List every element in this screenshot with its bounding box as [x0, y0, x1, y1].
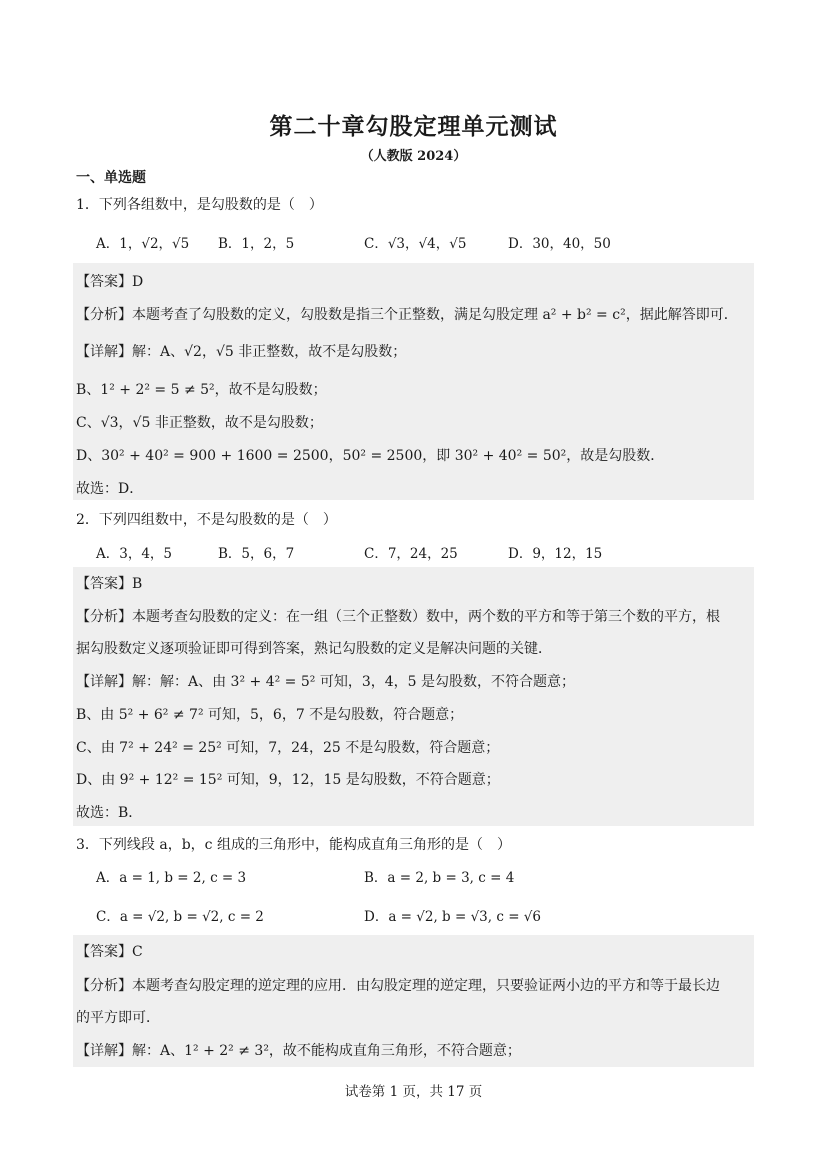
q3-option-b: B．a = 2, b = 3, c = 4	[364, 870, 515, 886]
q3-option-d: D．a = √2, b = √3, c = √6	[364, 909, 541, 925]
q2-analysis-line-1: 【分析】本题考查勾股数的定义：在一组（三个正整数）数中，两个数的平方和等于第三个数的平方，根	[76, 609, 720, 625]
question-2-stem: 2．下列四组数中，不是勾股数的是（ ）	[76, 512, 337, 528]
page-footer: 试卷第 1 页，共 17 页	[344, 1084, 483, 1100]
q1-detail-2: B、1² + 2² = 5 ≠ 5²，故不是勾股数；	[76, 382, 327, 398]
q1-option-c: C．√3，√4，√5	[364, 236, 467, 252]
q1-answer: 【答案】D	[76, 274, 144, 290]
q2-option-c: C．7，24，25	[364, 546, 458, 562]
q2-option-a: A．3，4，5	[96, 546, 173, 562]
q3-analysis-line-1: 【分析】本题考查勾股定理的逆定理的应用．由勾股定理的逆定理，只要验证两小边的平方和等于最长边	[76, 978, 720, 994]
page-subtitle: （人教版 2024）	[360, 149, 467, 164]
question-1-stem: 1．下列各组数中，是勾股数的是（ ）	[76, 197, 323, 213]
q1-detail-5: 故选：D．	[76, 481, 144, 497]
q1-analysis: 【分析】本题考查了勾股数的定义，勾股数是指三个正整数，满足勾股定理 a² + b² = c²，据此解答即可．	[76, 307, 738, 323]
q1-detail-4: D、30² + 40² = 900 + 1600 = 2500，50² = 2500，即 30² + 40² = 50²，故是勾股数．	[76, 448, 665, 464]
q2-option-d: D．9，12，15	[508, 546, 603, 562]
q2-analysis-line-2: 据勾股数定义逐项验证即可得到答案，熟记勾股数的定义是解决问题的关键．	[76, 641, 552, 657]
q1-detail-3: C、√3，√5 非正整数，故不是勾股数；	[76, 415, 323, 431]
q2-detail-5: 故选：B．	[76, 805, 143, 821]
q3-analysis-line-2: 的平方即可．	[76, 1010, 160, 1026]
q1-option-b: B．1，2，5	[218, 236, 295, 252]
question-3-stem: 3．下列线段 a，b，c 组成的三角形中，能构成直角三角形的是（ ）	[76, 837, 511, 853]
section-heading: 一、单选题	[76, 170, 146, 186]
q2-answer: 【答案】B	[76, 576, 143, 592]
q2-detail-4: D、由 9² + 12² = 15² 可知，9，12，15 是勾股数，不符合题意；	[76, 772, 500, 788]
q3-answer: 【答案】C	[76, 944, 143, 960]
q2-option-b: B．5，6，7	[218, 546, 295, 562]
q3-option-c: C．a = √2, b = √2, c = 2	[96, 909, 264, 925]
q1-option-a: A．1，√2，√5	[96, 236, 190, 252]
q2-detail-2: B、由 5² + 6² ≠ 7² 可知，5，6，7 不是勾股数，符合题意；	[76, 707, 464, 723]
q2-detail-3: C、由 7² + 24² = 25² 可知，7，24，25 不是勾股数，符合题意；	[76, 740, 500, 756]
page-title: 第二十章勾股定理单元测试	[269, 113, 558, 140]
q2-detail-1: 【详解】解：解：A、由 3² + 4² = 5² 可知，3，4，5 是勾股数，不符合题意；	[76, 674, 576, 690]
q3-detail-1: 【详解】解：A、1² + 2² ≠ 3²，故不能构成直角三角形，不符合题意；	[76, 1043, 521, 1059]
q1-option-d: D．30，40，50	[508, 236, 611, 252]
q1-detail-1: 【详解】解：A、√2，√5 非正整数，故不是勾股数；	[76, 344, 407, 360]
q3-option-a: A．a = 1, b = 2, c = 3	[96, 870, 247, 886]
